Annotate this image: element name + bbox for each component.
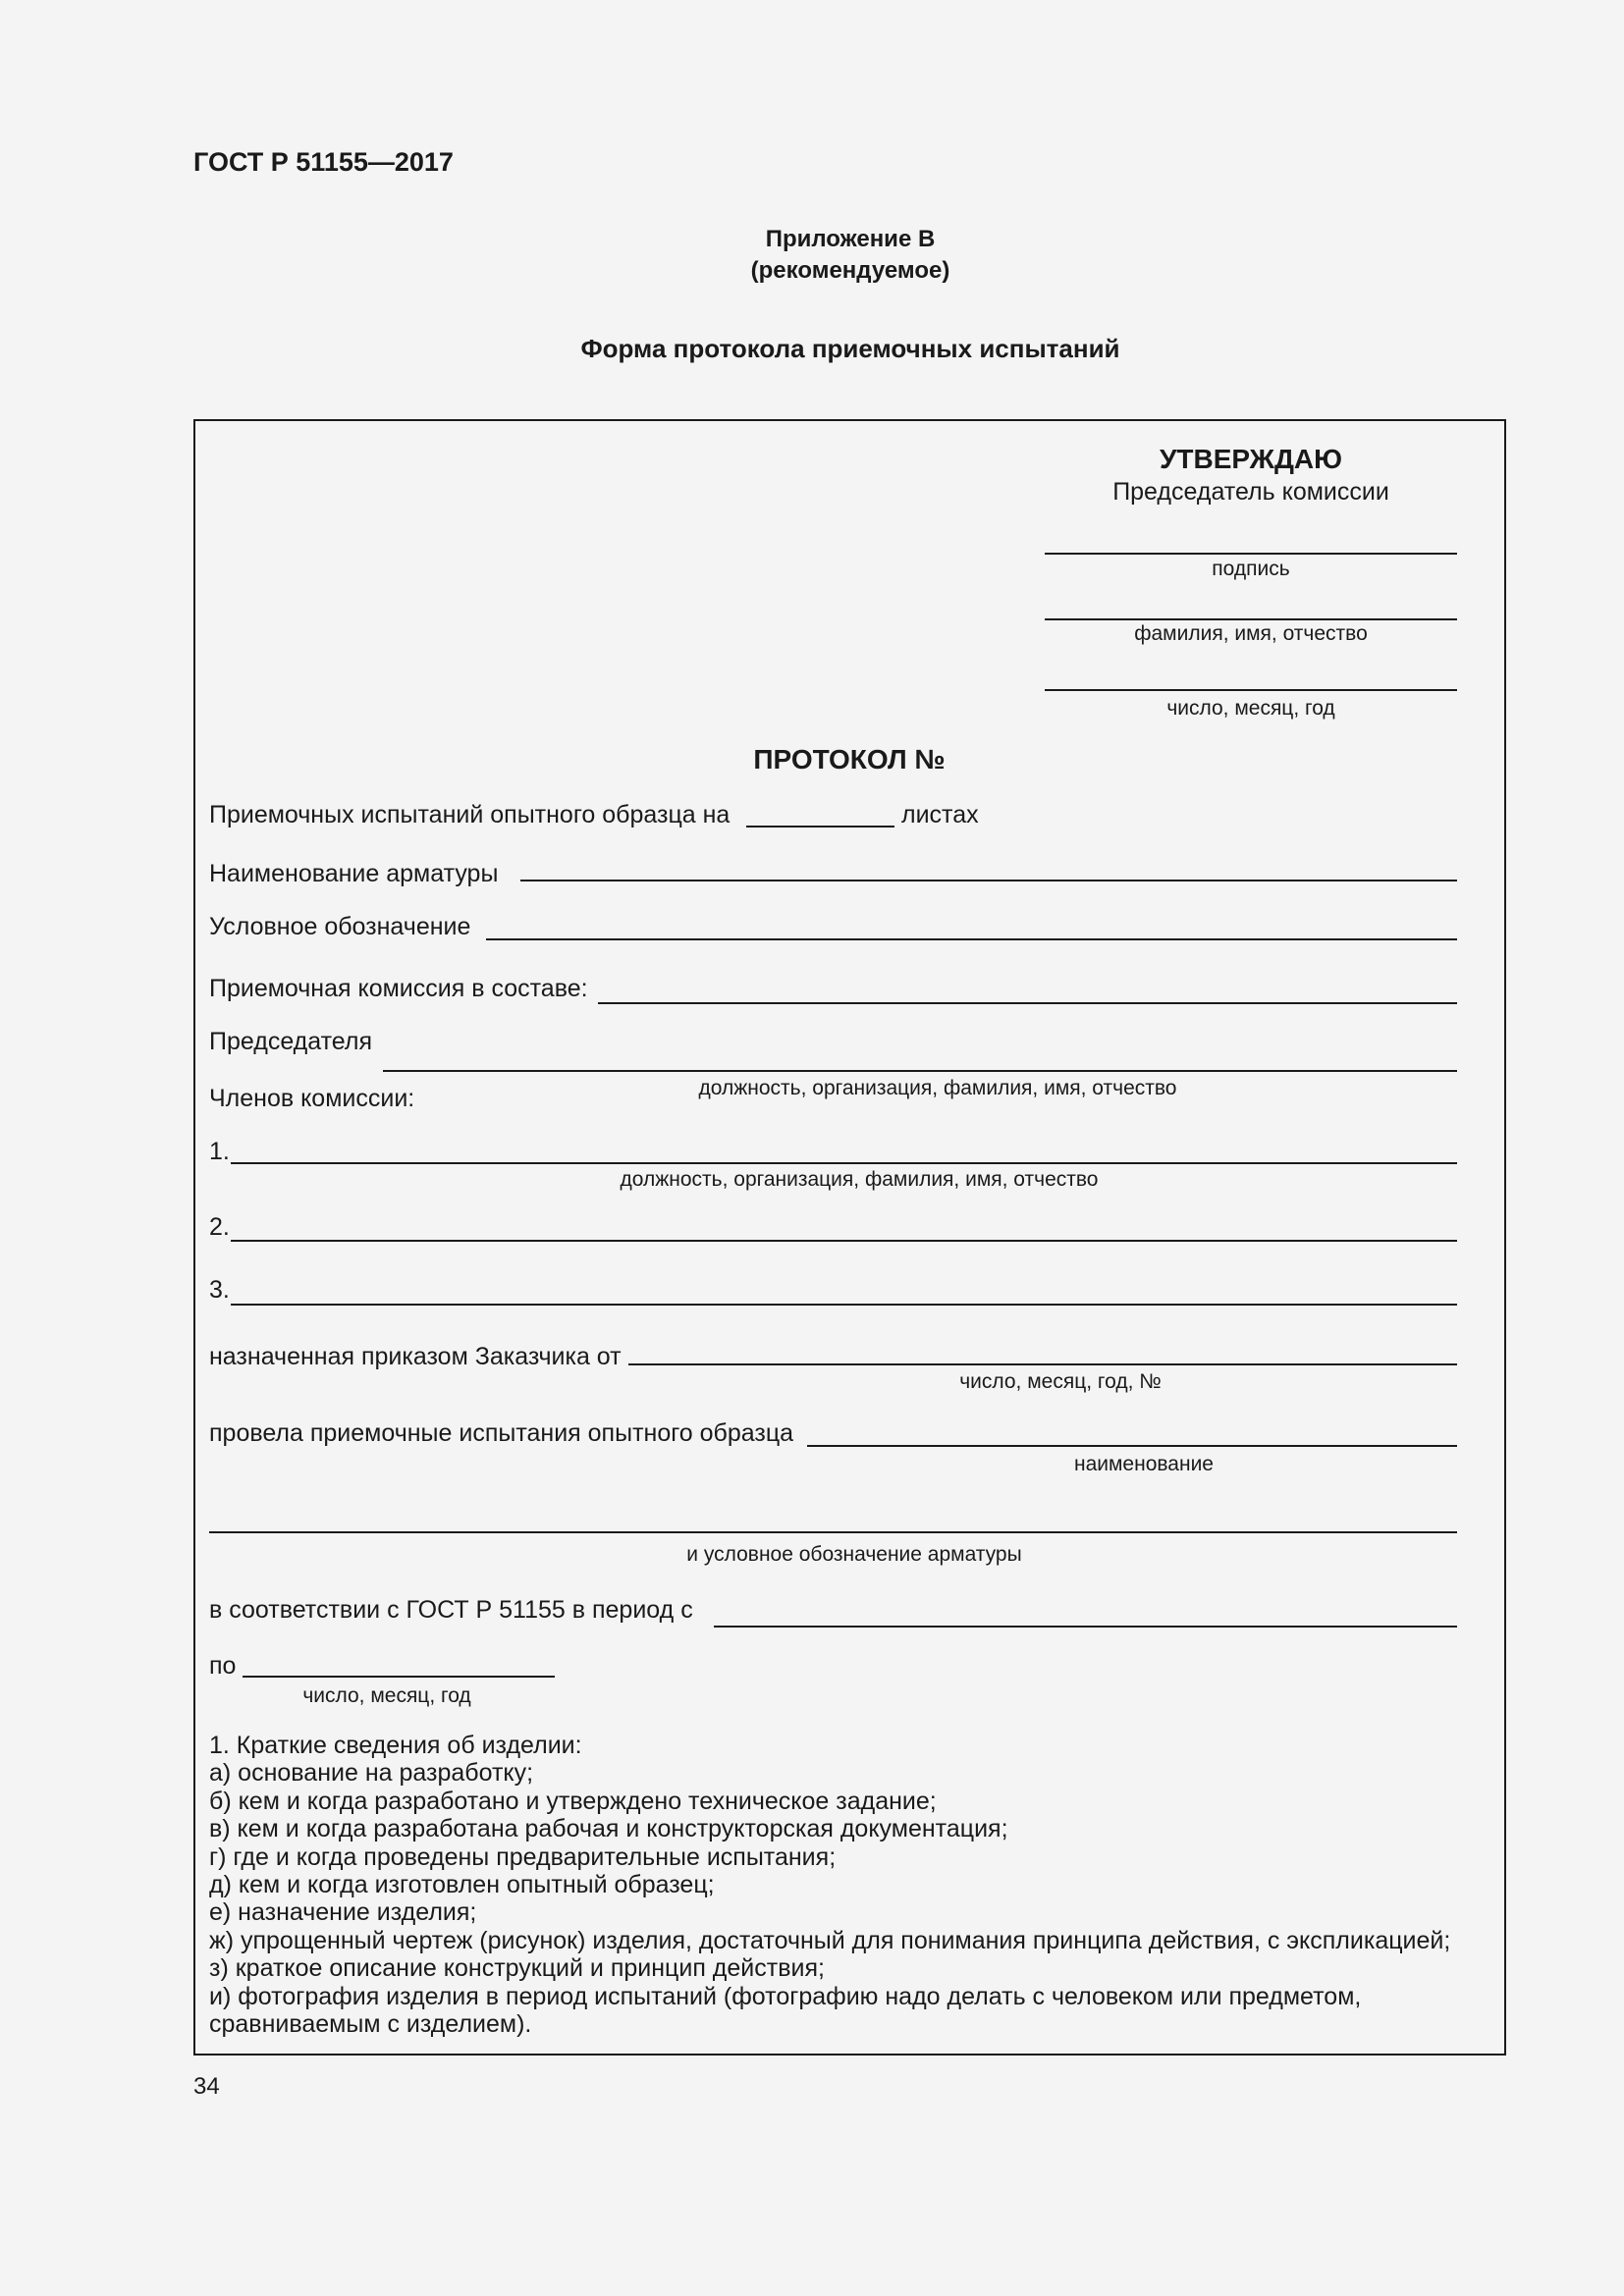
- signature-line[interactable]: [1045, 553, 1457, 555]
- fitting-designation-line[interactable]: [209, 1531, 1457, 1533]
- period-label: в соответствии с ГОСТ Р 51155 в период с: [209, 1596, 693, 1624]
- brief-item: ж) упрощенный чертеж (рисунок) изделия, достаточный для понимания принципа действия, с экспликацией;: [209, 1926, 1451, 1954]
- chairman-label: Председателя: [209, 1028, 372, 1055]
- form-title: Форма протокола приемочных испытаний: [580, 334, 1120, 363]
- sheets-suffix: листах: [901, 801, 979, 828]
- brief-item: д) кем и когда изготовлен опытный образец;: [209, 1871, 715, 1899]
- sheets-prefix: Приемочных испытаний опытного образца на: [209, 801, 731, 828]
- approver-name-line[interactable]: [1045, 618, 1457, 620]
- brief-info-list: [209, 1732, 1505, 2038]
- commission-line[interactable]: [598, 1002, 1457, 1004]
- member-3-line[interactable]: [231, 1304, 1457, 1306]
- brief-item: з) краткое описание конструкций и принцип действия;: [209, 1954, 825, 1983]
- brief-item: г) где и когда проведены предварительные испытания;: [209, 1842, 837, 1871]
- appendix-subtitle: (рекомендуемое): [750, 257, 950, 284]
- tested-label: провела приемочные испытания опытного образца: [209, 1419, 794, 1447]
- signature-caption: подпись: [1212, 558, 1290, 580]
- protocol-title: ПРОТОКОЛ №: [753, 744, 946, 774]
- chairman-line[interactable]: [383, 1070, 1457, 1072]
- member-caption: должность, организация, фамилия, имя, отчество: [620, 1168, 1099, 1191]
- order-label: назначенная приказом Заказчика от: [209, 1343, 622, 1370]
- tested-caption: наименование: [1073, 1453, 1214, 1475]
- sheets-count-line[interactable]: [746, 826, 894, 828]
- brief-item: сравниваемым с изделием).: [209, 2010, 532, 2039]
- period-from-line[interactable]: [714, 1626, 1457, 1628]
- approval-date-line[interactable]: [1045, 689, 1457, 691]
- brief-item: в) кем и когда разработана рабочая и конструкторская документация;: [209, 1815, 1008, 1843]
- member-1-number: 1.: [209, 1138, 230, 1165]
- approve-title: УТВЕРЖДАЮ: [1159, 444, 1343, 474]
- appendix-title: Приложение В: [765, 226, 936, 252]
- members-label: Членов комиссии:: [209, 1085, 415, 1112]
- chairman-caption: должность, организация, фамилия, имя, отчество: [698, 1077, 1177, 1099]
- brief-item: 1. Краткие сведения об изделии:: [209, 1732, 582, 1759]
- fitting-designation-caption: и условное обозначение арматуры: [686, 1543, 1022, 1566]
- designation-label: Условное обозначение: [209, 913, 471, 940]
- member-2-line[interactable]: [231, 1240, 1457, 1242]
- fitting-name-label: Наименование арматуры: [209, 860, 499, 887]
- brief-item: а) основание на разработку;: [209, 1759, 534, 1788]
- period-to-line[interactable]: [243, 1676, 555, 1678]
- period-to-label: по: [209, 1652, 237, 1680]
- period-to-caption: число, месяц, год: [302, 1684, 471, 1707]
- approver-name-caption: фамилия, имя, отчество: [1134, 622, 1368, 645]
- fitting-name-line[interactable]: [520, 880, 1457, 881]
- brief-item: б) кем и когда разработано и утверждено техническое задание;: [209, 1787, 937, 1815]
- page-number: 34: [193, 2073, 220, 2100]
- designation-line[interactable]: [486, 938, 1457, 940]
- approve-role: Председатель комиссии: [1112, 478, 1389, 506]
- member-3-number: 3.: [209, 1276, 230, 1304]
- member-1-line[interactable]: [231, 1162, 1457, 1164]
- approval-date-caption: число, месяц, год: [1166, 697, 1335, 720]
- order-line[interactable]: [628, 1363, 1457, 1365]
- order-caption: число, месяц, год, №: [959, 1370, 1162, 1393]
- commission-label: Приемочная комиссия в составе:: [209, 975, 588, 1002]
- tested-line[interactable]: [807, 1445, 1457, 1447]
- brief-item: и) фотография изделия в период испытаний (фотографию надо делать с человеком или предметом,: [209, 1982, 1362, 2010]
- standard-header: ГОСТ Р 51155—2017: [193, 147, 454, 177]
- brief-item: е) назначение изделия;: [209, 1898, 477, 1927]
- member-2-number: 2.: [209, 1213, 230, 1241]
